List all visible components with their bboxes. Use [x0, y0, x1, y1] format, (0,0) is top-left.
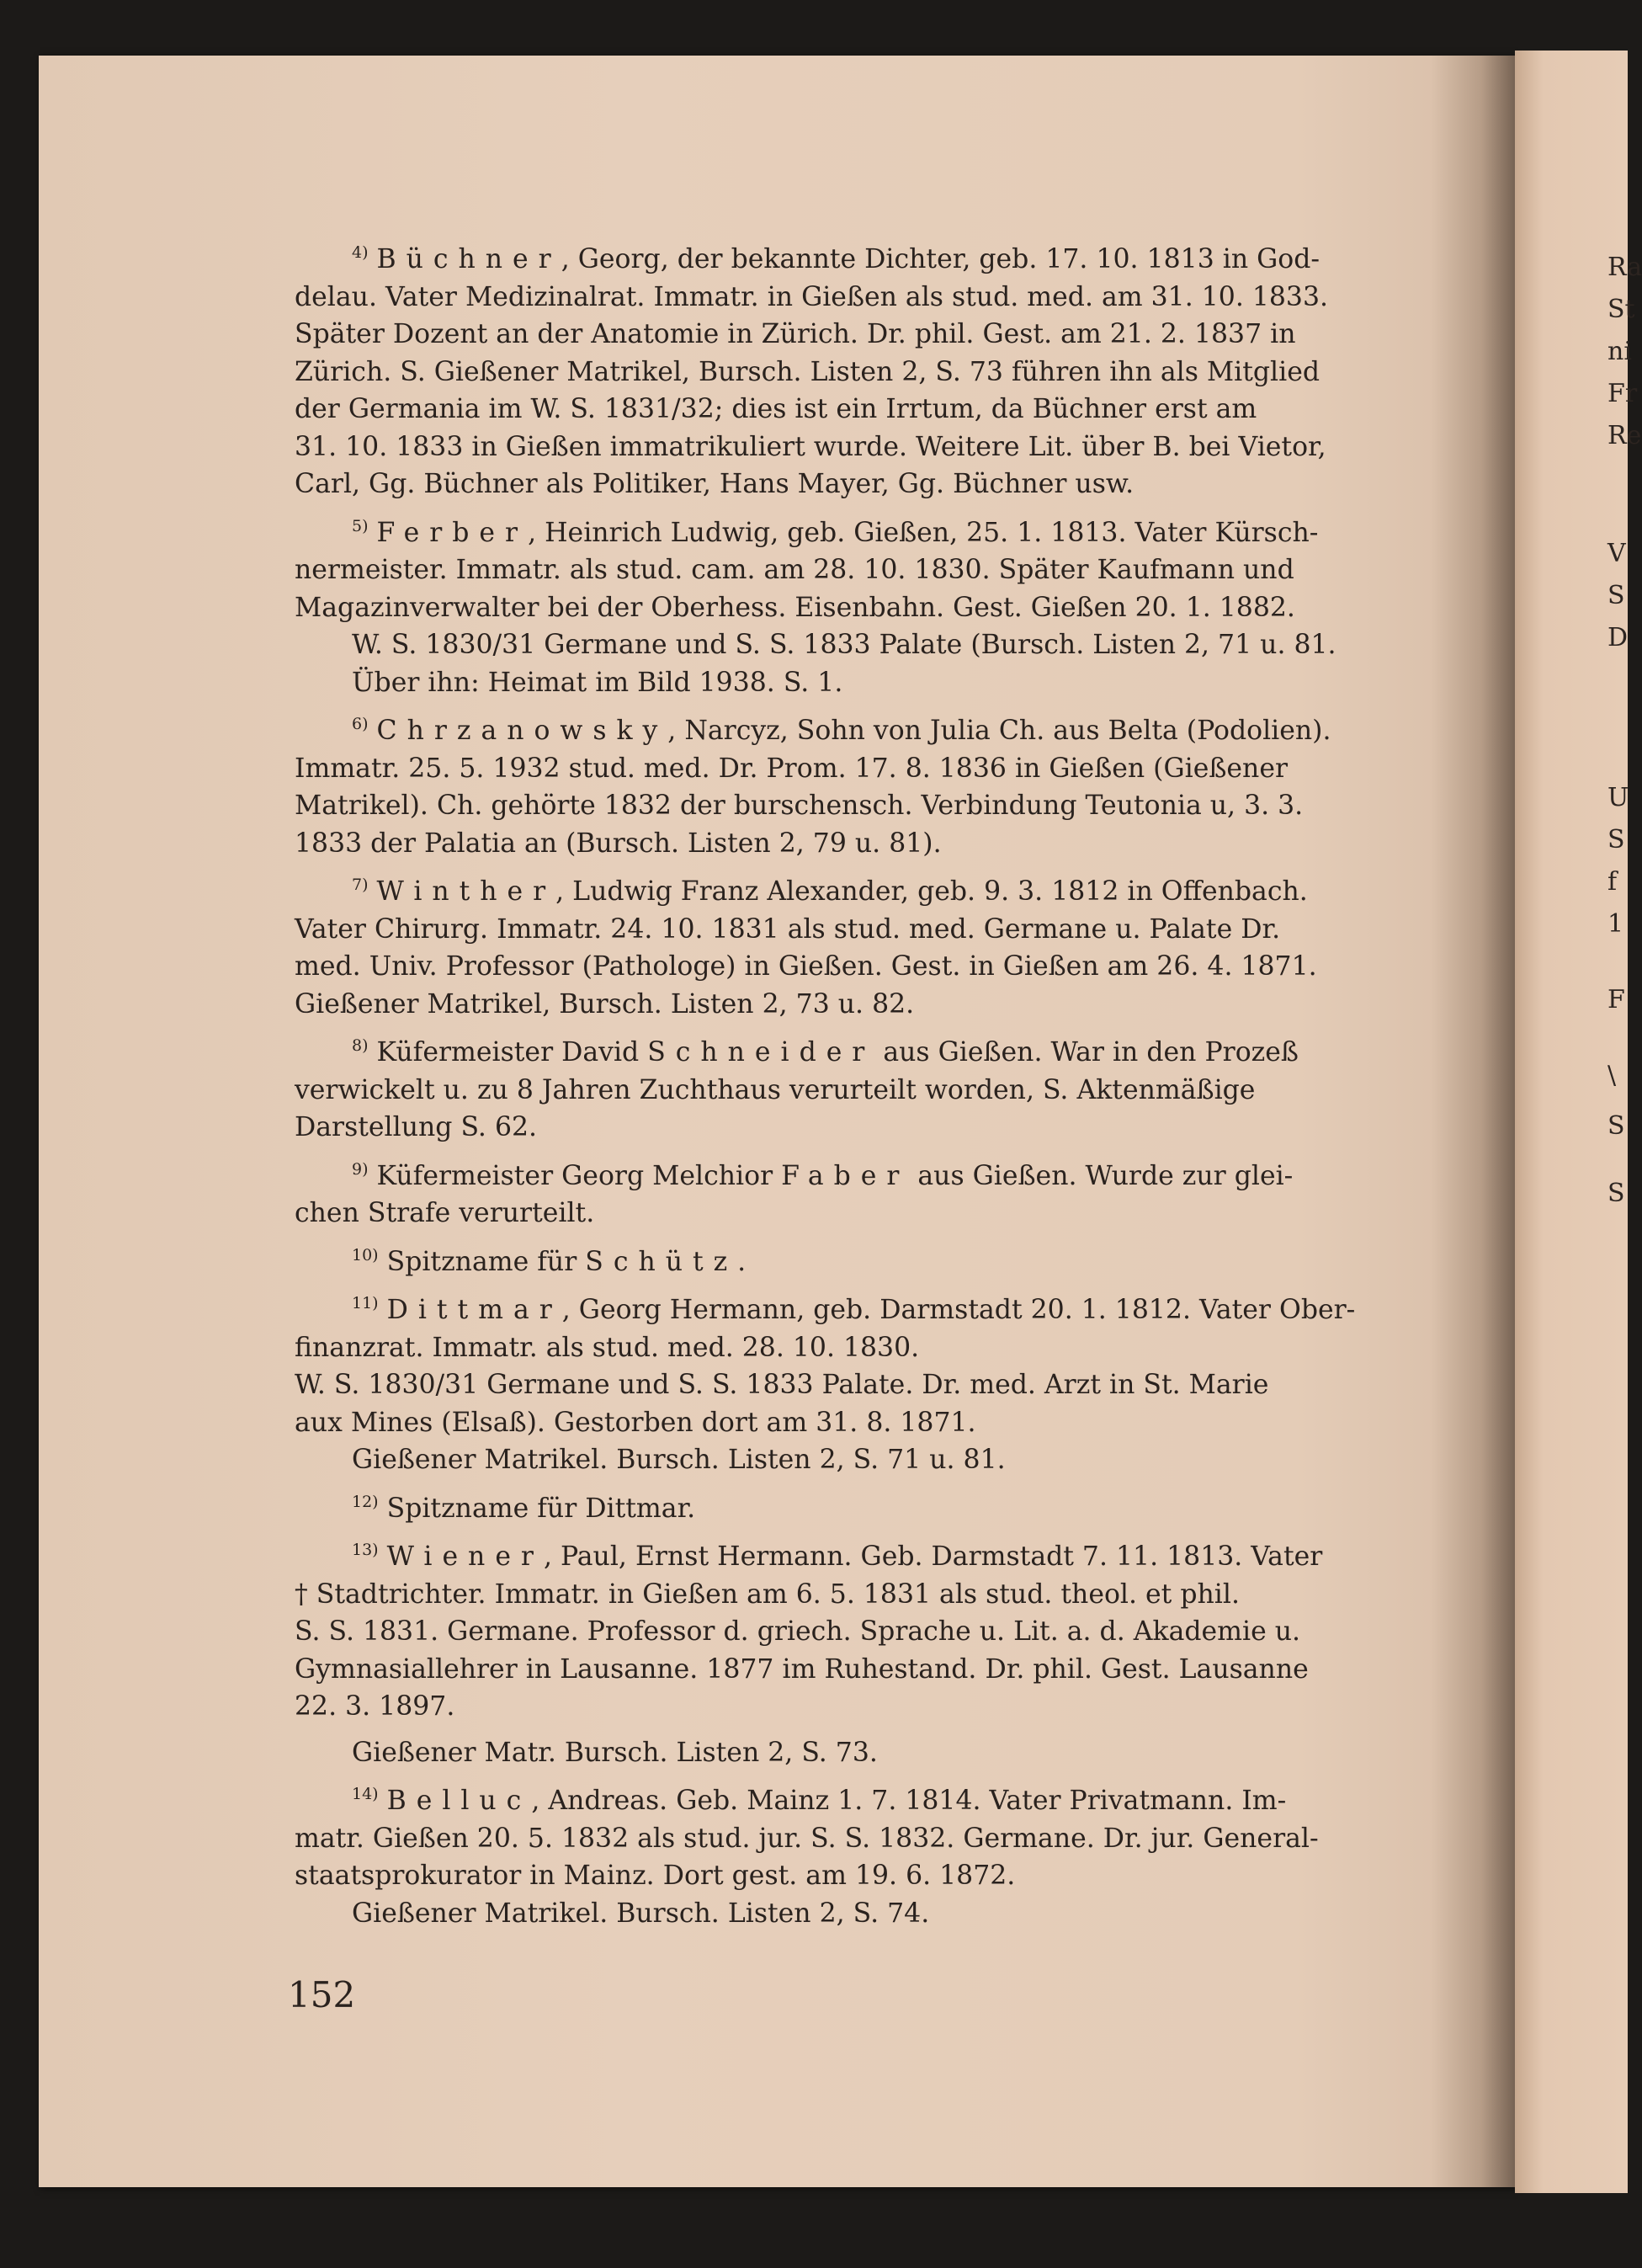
- person-name: Schneider: [647, 1037, 875, 1067]
- footnote-number: 6): [352, 715, 369, 733]
- footnote-number: 5): [352, 516, 369, 535]
- footnotes-block: [295, 241, 1397, 1943]
- adjacent-page-fragment: 1: [1607, 909, 1624, 939]
- person-name: Chrzanowsky: [376, 716, 668, 746]
- person-name: Büchner: [376, 244, 561, 274]
- adjacent-page-fragment: D: [1607, 623, 1629, 652]
- footnote-8: $^{8)}$ Küfermeister David Schneider aus Gießen. War in den Prozeß verwickelt u. zu 8 Jahren Zuchthaus verurteilt worden, S. Aktenmäßige Darstellung S. 62.: [295, 1036, 1299, 1142]
- footnote-7: $^{7)}$ Winther, Ludwig Franz Alexander, geb. 9. 3. 1812 in Offenbach. Vater Chirurg. Immatr. 24. 10. 1831 als stud. med. Germane u. Palate Dr. med. Univ. Professor (Pathologe) in Gießen. Gest. in Gießen am 26. 4. 1871. Gießener Matrikel, Bursch. Listen 2, 73 u. 82.: [295, 876, 1317, 1020]
- adjacent-page: [1515, 51, 1642, 2193]
- page-number: 152: [288, 1974, 356, 2015]
- person-name: Faber: [781, 1160, 910, 1191]
- footnote-number: 9): [352, 1159, 369, 1179]
- adjacent-page-fragment: f: [1607, 867, 1618, 897]
- footnote-12: $^{12)}$ Spitzname für Dittmar.: [352, 1492, 696, 1524]
- adjacent-page-fragment: St: [1607, 295, 1635, 324]
- footnote-number: 10): [352, 1245, 379, 1264]
- footnote-9: $^{9)}$ Küfermeister Georg Melchior Faber aus Gießen. Wurde zur glei- chen Strafe verurteilt.: [295, 1159, 1294, 1228]
- adjacent-page-fragment: S: [1607, 825, 1625, 854]
- footnote-number: 11): [352, 1294, 379, 1312]
- adjacent-page-fragment: Fr: [1607, 379, 1638, 408]
- adjacent-page-fragment: V: [1607, 539, 1626, 568]
- footnote-13: $^{13)}$ Wiener, Paul, Ernst Hermann. Geb. Darmstadt 7. 11. 1813. Vater † Stadtrichter. Immatr. in Gießen am 6. 5. 1831 als stud. theol. et phil. S. S. 1831. Germane. Professor d. griech. Sprache u. Lit. a. d. Akademie u. Gymnasiallehrer in Lausanne. 1877 im Ruhestand. Dr. phil. Gest. Lausanne 22. 3. 1897. Gießener Matr. Bursch. Listen 2, S. 73.: [295, 1541, 1323, 1768]
- adjacent-page-fragment: S: [1607, 1179, 1625, 1208]
- adjacent-page-fragment: U: [1607, 783, 1629, 812]
- person-name: Winther: [376, 876, 556, 907]
- adjacent-page-fragment: S: [1607, 1111, 1625, 1141]
- footnote-number: 4): [352, 243, 369, 262]
- footnote-5: $^{5)}$ Ferber, Heinrich Ludwig, geb. Gießen, 25. 1. 1813. Vater Kürsch- nermeister. Immatr. als stud. cam. am 28. 10. 1830. Später Kaufmann und Magazinverwalter bei der Oberhess. Eisenbahn. Gest. Gießen 20. 1. 1882. W. S. 1830/31 Germane und S. S. 1833 Palate (Bursch. Listen 2, 71 u. 81. Über ihn: Heimat im Bild 1938. S. 1.: [295, 516, 1336, 698]
- person-name: Belluc: [386, 1786, 532, 1816]
- footnote-4: $^{4)}$ Büchner, Georg, der bekannte Dichter, geb. 17. 10. 1813 in God- delau. Vater Medizinalrat. Immatr. in Gießen als stud. med. am 31. 10. 1833. Später Dozent an der Anatomie in Zürich. Dr. phil. Gest. am 21. 2. 1837 in Zürich. S. Gießener Matrikel, Bursch. Listen 2, S. 73 führen ihn als Mitglied der Germania im W. S. 1831/32; dies ist ein Irrtum, da Büchner erst am 31. 10. 1833 in Gießen immatrikuliert wurde. Weitere Lit. über B. bei Vietor, Carl, Gg. Büchner als Politiker, Hans Mayer, Gg. Büchner usw.: [295, 243, 1329, 499]
- footnote-6: $^{6)}$ Chrzanowsky, Narcyz, Sohn von Julia Ch. aus Belta (Podolien). Immatr. 25. 5. 1932 stud. med. Dr. Prom. 17. 8. 1836 in Gießen (Gießener Matrikel). Ch. gehörte 1832 der burschensch. Verbindung Teutonia u, 3. 3. 1833 der Palatia an (Bursch. Listen 2, 79 u. 81).: [295, 715, 1331, 859]
- footnote-number: 12): [352, 1492, 379, 1511]
- footnote-10: $^{10)}$ Spitzname für Schütz.: [352, 1245, 747, 1277]
- footnote-11: $^{11)}$ Dittmar, Georg Hermann, geb. Darmstadt 20. 1. 1812. Vater Ober- finanzrat. Immatr. als stud. med. 28. 10. 1830. W. S. 1830/31 Germane und S. S. 1833 Palate. Dr. med. Arzt in St. Marie aux Mines (Elsaß). Gestorben dort am 31. 8. 1871. Gießener Matrikel. Bursch. Listen 2, S. 71 u. 81.: [295, 1294, 1356, 1475]
- adjacent-page-fragment: Ra: [1607, 253, 1642, 282]
- adjacent-page-fragment: ni: [1607, 337, 1632, 366]
- person-name: Ferber: [376, 517, 529, 548]
- footnote-number: 8): [352, 1036, 369, 1055]
- adjacent-page-fragment: F: [1607, 985, 1625, 1014]
- person-name: Wiener: [386, 1541, 544, 1572]
- footnote-14: $^{14)}$ Belluc, Andreas. Geb. Mainz 1. 7. 1814. Vater Privatmann. Im- matr. Gießen 20. 5. 1832 als stud. jur. S. S. 1832. Germane. Dr. jur. General- staatsprokurator in Mainz. Dort gest. am 19. 6. 1872. Gießener Matrikel. Bursch. Listen 2, S. 74.: [295, 1785, 1319, 1929]
- footnote-number: 7): [352, 876, 369, 894]
- footnote-number: 13): [352, 1541, 379, 1559]
- page-gutter-shadow: [1431, 56, 1515, 2187]
- adjacent-page-fragment: \: [1607, 1061, 1617, 1090]
- person-name: Schütz: [585, 1246, 738, 1277]
- person-name: Dittmar: [386, 1295, 562, 1325]
- adjacent-page-fragment: S: [1607, 581, 1625, 610]
- footnote-number: 14): [352, 1785, 379, 1803]
- adjacent-page-fragment: Re: [1607, 421, 1642, 450]
